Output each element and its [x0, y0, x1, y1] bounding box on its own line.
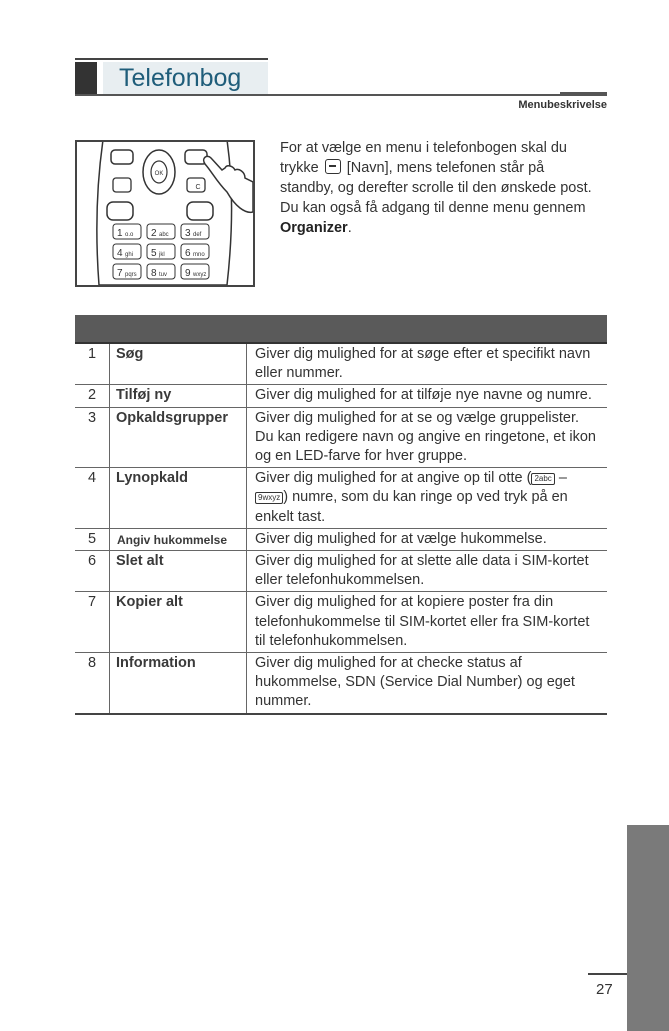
row-name: Information: [110, 653, 247, 713]
key-7: 7: [117, 268, 123, 279]
key-2: 2: [151, 228, 157, 239]
intro-text-end: .: [347, 220, 352, 236]
intro-text-2: [Navn], mens telefonen står på standby, og derefter scrolle til den ønskede post. Du kan også få adgang til denne menu gennem: [280, 160, 592, 216]
row-name: Angiv hukommelse: [110, 529, 247, 550]
table-row: [75, 529, 607, 551]
row-name: Kopier alt: [110, 592, 247, 652]
header-top-rule: [75, 58, 268, 60]
row-number: 2: [75, 385, 110, 406]
table-row: [75, 653, 607, 715]
key-9-icon: 9wxyz: [255, 492, 283, 504]
row-description-a: Giver dig mulighed for at angive op til otte (: [255, 470, 532, 487]
row-name: Slet alt: [110, 551, 247, 591]
key-2-sub: abc: [159, 232, 169, 238]
key-8: 8: [151, 268, 157, 279]
intro-paragraph: [280, 138, 600, 238]
header-rule: [75, 94, 607, 96]
row-description: Giver dig mulighed for at søge efter et specifikt navn eller nummer.: [255, 346, 591, 382]
key-6-sub: mno: [193, 252, 205, 258]
row-name: Søg: [110, 344, 247, 384]
row-description: Giver dig mulighed for at tilføje nye navne og numre.: [255, 387, 592, 404]
key-2-icon: 2abc: [531, 473, 554, 485]
key-3-sub: def: [193, 232, 202, 238]
clear-key-label: C: [195, 184, 201, 191]
row-description: Giver dig mulighed for at slette alle data i SIM-kortet eller telefonhukommelsen.: [255, 553, 589, 589]
key-8-sub: tuv: [159, 272, 168, 278]
row-description-b: ) numre, som du kan ringe op ved tryk på en enkelt tast.: [255, 489, 568, 525]
key-4-sub: ghi: [125, 252, 134, 258]
row-description: Giver dig mulighed for at kopiere poster fra din telefonhukommelse til SIM-kortet eller fra SIM-kortet til telefonhukommelsen.: [255, 594, 590, 649]
key-6: 6: [185, 248, 191, 259]
key-1: 1: [117, 228, 123, 239]
range-dash: –: [554, 470, 567, 487]
table-row: [75, 592, 607, 653]
chapter-tab: [627, 825, 669, 1031]
table-header: [75, 315, 607, 342]
row-number: 4: [75, 468, 110, 528]
header-marker: [75, 62, 97, 94]
row-description: Giver dig mulighed for at checke status af hukommelse, SDN (Service Dial Number) og eget nummer.: [255, 655, 575, 710]
key-3: 3: [185, 228, 191, 239]
table-row: [75, 385, 607, 407]
row-number: 6: [75, 551, 110, 591]
ok-key-label: OK: [154, 171, 164, 177]
row-description: Giver dig mulighed for at vælge hukommelse.: [255, 530, 547, 547]
page-number-rule: [588, 973, 627, 975]
row-description: [255, 468, 607, 528]
intro-organizer: Organizer: [280, 220, 348, 236]
key-1-sub: o.o: [125, 232, 134, 238]
row-number: 5: [75, 529, 110, 550]
section-subtitle: Menubeskrivelse: [518, 99, 607, 111]
table-row: [75, 408, 607, 469]
row-description: Giver dig mulighed for at se og vælge gruppelister. Du kan redigere navn og angive en ringetone, et ikon og en LED-farve for hver gruppe.: [255, 409, 596, 465]
key-4: 4: [117, 248, 123, 259]
page-title: Telefonbog: [103, 62, 268, 94]
key-7-sub: pqrs: [125, 272, 137, 278]
row-number: 1: [75, 344, 110, 384]
page-number: 27: [596, 981, 613, 998]
key-5: 5: [151, 248, 157, 259]
menu-table: [75, 344, 607, 715]
row-number: 8: [75, 653, 110, 713]
table-row: [75, 468, 607, 529]
row-name: Opkaldsgrupper: [110, 408, 247, 468]
phone-keypad-illustration: [75, 140, 255, 287]
key-5-sub: jkl: [159, 252, 165, 258]
row-name: Lynopkald: [110, 468, 247, 528]
intro-text-1: For at vælge en menu i telefonbogen skal du trykke: [280, 140, 567, 176]
key-9-sub: wxyz: [193, 272, 207, 278]
row-number: 3: [75, 408, 110, 468]
navn-softkey-icon: [325, 159, 341, 174]
phone-keypad-drawing: [77, 142, 253, 285]
key-9: 9: [185, 268, 191, 279]
row-number: 7: [75, 592, 110, 652]
row-name: Tilføj ny: [110, 385, 247, 406]
table-row: [75, 344, 607, 385]
header-rule-accent: [560, 92, 607, 96]
table-row: [75, 551, 607, 592]
